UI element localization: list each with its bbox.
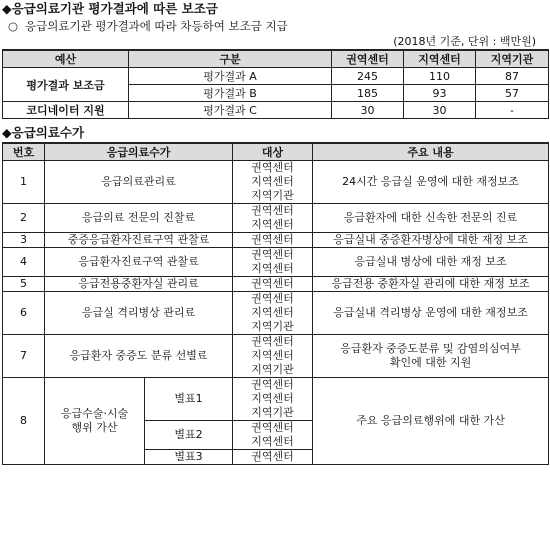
subsidy-table bbox=[2, 49, 549, 119]
row-number: 6 bbox=[3, 292, 45, 335]
value-cell: 57 bbox=[476, 85, 549, 102]
row-number: 5 bbox=[3, 277, 45, 292]
target-item: 지역센터 bbox=[251, 218, 294, 231]
header-local-center: 지역센터 bbox=[404, 50, 476, 68]
row-number: 3 bbox=[3, 233, 45, 248]
target-list bbox=[233, 161, 313, 204]
fee-name: 응급전용중환자실 관리료 bbox=[45, 277, 233, 292]
fee-name: 응급의료 전문의 진찰료 bbox=[45, 204, 233, 233]
header-number: 번호 bbox=[3, 143, 45, 161]
target-item: 지역센터 bbox=[251, 392, 294, 405]
content-line: 확인에 대한 지원 bbox=[389, 356, 472, 369]
table-row bbox=[3, 68, 549, 85]
content-cell: 주요 응급의료행위에 대한 가산 bbox=[313, 378, 549, 465]
target-list bbox=[233, 421, 313, 450]
section1-heading: ◆응급의료기관 평가결과에 따른 보조금 bbox=[2, 1, 218, 16]
header-fee-name: 응급의료수가 bbox=[45, 143, 233, 161]
target-item: 권역센터 bbox=[251, 204, 294, 217]
content-cell: 응급실내 병상에 대한 재정 보조 bbox=[313, 248, 549, 277]
category-cell: 평가결과 C bbox=[129, 102, 332, 119]
target-list bbox=[233, 204, 313, 233]
target-item: 권역센터 bbox=[251, 292, 294, 305]
target-list bbox=[233, 292, 313, 335]
content-cell: 응급환자에 대한 신속한 전문의 진료 bbox=[313, 204, 549, 233]
header-local-institution: 지역기관 bbox=[476, 50, 549, 68]
target-list bbox=[233, 335, 313, 378]
target-item: 지역센터 bbox=[251, 175, 294, 188]
table-row bbox=[3, 378, 549, 421]
sub-category: 별표1 bbox=[145, 378, 233, 421]
subsidy-table-header-row bbox=[3, 50, 549, 68]
sub-category: 별표2 bbox=[145, 421, 233, 450]
target-list bbox=[233, 450, 313, 465]
target-item: 권역센터 bbox=[251, 421, 294, 434]
target-item: 권역센터 bbox=[251, 450, 294, 463]
target-item: 권역센터 bbox=[251, 277, 294, 290]
fee-name bbox=[45, 378, 145, 465]
budget-cell: 평가결과 보조금 bbox=[3, 68, 129, 102]
content-cell: 응급전용 중환자실 관리에 대한 재정 보조 bbox=[313, 277, 549, 292]
target-item: 지역센터 bbox=[251, 262, 294, 275]
content-cell bbox=[313, 335, 549, 378]
target-item: 권역센터 bbox=[251, 233, 294, 246]
row-number: 4 bbox=[3, 248, 45, 277]
fee-name: 응급환자 중증도 분류 선별료 bbox=[45, 335, 233, 378]
fee-name: 응급환자진료구역 관찰료 bbox=[45, 248, 233, 277]
target-item: 권역센터 bbox=[251, 161, 294, 174]
category-cell: 평가결과 A bbox=[129, 68, 332, 85]
fee-table bbox=[2, 142, 549, 465]
fee-name: 응급의료관리료 bbox=[45, 161, 233, 204]
target-list bbox=[233, 233, 313, 248]
content-cell: 응급실내 격리병상 운영에 대한 재정보조 bbox=[313, 292, 549, 335]
section2-heading: ◆응급의료수가 bbox=[2, 125, 85, 140]
value-cell: 245 bbox=[332, 68, 404, 85]
table-row bbox=[3, 204, 549, 233]
header-regional-center: 권역센터 bbox=[332, 50, 404, 68]
value-cell: 30 bbox=[332, 102, 404, 119]
table-row bbox=[3, 102, 549, 119]
fee-name-line: 응급수술·시술 bbox=[60, 407, 129, 420]
table-row bbox=[3, 292, 549, 335]
content-cell: 응급실내 중증환자병상에 대한 재정 보조 bbox=[313, 233, 549, 248]
target-item: 권역센터 bbox=[251, 335, 294, 348]
table-row bbox=[3, 277, 549, 292]
fee-name: 중증응급환자진료구역 관찰료 bbox=[45, 233, 233, 248]
value-cell: 185 bbox=[332, 85, 404, 102]
target-item: 지역센터 bbox=[251, 349, 294, 362]
fee-name-line: 행위 가산 bbox=[71, 421, 118, 434]
value-cell: - bbox=[476, 102, 549, 119]
target-item: 권역센터 bbox=[251, 248, 294, 261]
category-cell: 평가결과 B bbox=[129, 85, 332, 102]
target-list bbox=[233, 378, 313, 421]
table-row bbox=[3, 233, 549, 248]
header-target: 대상 bbox=[233, 143, 313, 161]
section1-bullet bbox=[2, 18, 548, 34]
content-line: 응급환자 중증도분류 및 감염의심여부 bbox=[340, 342, 521, 355]
target-list bbox=[233, 248, 313, 277]
target-list bbox=[233, 277, 313, 292]
row-number: 2 bbox=[3, 204, 45, 233]
header-content: 주요 내용 bbox=[313, 143, 549, 161]
table-row bbox=[3, 161, 549, 204]
unit-note: (2018년 기준, 단위 : 백만원) bbox=[393, 35, 536, 48]
row-number: 1 bbox=[3, 161, 45, 204]
header-category: 구분 bbox=[129, 50, 332, 68]
value-cell: 30 bbox=[404, 102, 476, 119]
target-item: 지역기관 bbox=[251, 363, 294, 376]
row-number: 7 bbox=[3, 335, 45, 378]
value-cell: 93 bbox=[404, 85, 476, 102]
value-cell: 110 bbox=[404, 68, 476, 85]
section1-bullet-text: 응급의료기관 평가결과에 따라 차등하여 보조금 지급 bbox=[25, 19, 288, 33]
row-number: 8 bbox=[3, 378, 45, 465]
table-row bbox=[3, 248, 549, 277]
target-item: 지역기관 bbox=[251, 320, 294, 333]
target-item: 지역기관 bbox=[251, 189, 294, 202]
fee-name: 응급실 격리병상 관리료 bbox=[45, 292, 233, 335]
content-cell: 24시간 응급실 운영에 대한 재정보조 bbox=[313, 161, 549, 204]
value-cell: 87 bbox=[476, 68, 549, 85]
header-budget: 예산 bbox=[3, 50, 129, 68]
circle-bullet-icon: ○ bbox=[8, 19, 19, 33]
target-item: 지역센터 bbox=[251, 435, 294, 448]
budget-cell: 코디네이터 지원 bbox=[3, 102, 129, 119]
sub-category: 별표3 bbox=[145, 450, 233, 465]
target-item: 권역센터 bbox=[251, 378, 294, 391]
fee-table-header-row bbox=[3, 143, 549, 161]
target-item: 지역기관 bbox=[251, 406, 294, 419]
target-item: 지역센터 bbox=[251, 306, 294, 319]
table-row bbox=[3, 335, 549, 378]
